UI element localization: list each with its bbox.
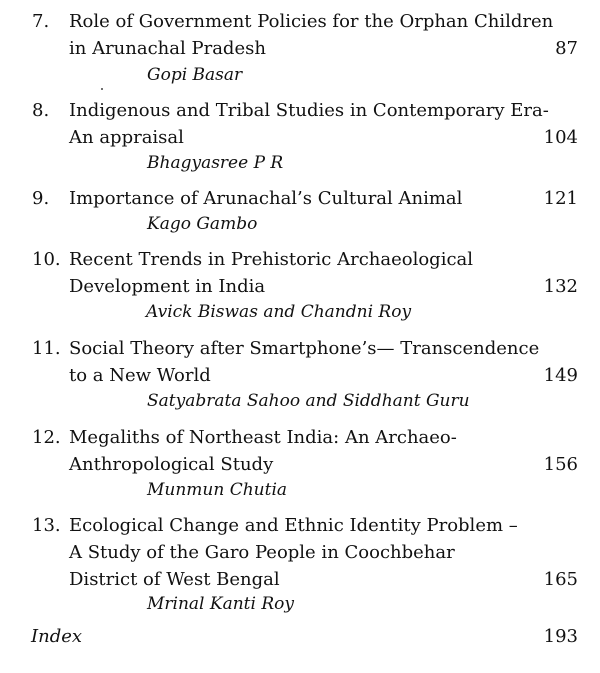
entry-author: Munmun Chutia (147, 480, 288, 500)
entry-title-line: Indigenous and Tribal Studies in Contemporary Era- (69, 100, 549, 121)
entry-author: Avick Biswas and Chandni Roy (146, 302, 412, 322)
index-label: Index (31, 626, 83, 647)
entry-title (69, 424, 529, 478)
entry-number: 9. (32, 188, 50, 209)
entry-title-line: An appraisal (69, 127, 184, 148)
entry-author: Mrinal Kanti Roy (147, 594, 294, 614)
entry-page-number: 165 (543, 569, 578, 590)
entry-title-line: Social Theory after Smartphone’s— Transcendence (69, 338, 540, 359)
entry-page-number: 132 (543, 276, 578, 297)
entry-title-line: Development in India (69, 276, 266, 297)
entry-title-line: to a New World (69, 365, 211, 386)
entry-title (69, 97, 549, 151)
entry-title-line: Role of Government Policies for the Orphan Children (69, 11, 554, 32)
entry-title (69, 512, 529, 593)
entry-title-line: A Study of the Garo People in Coochbehar (69, 542, 455, 563)
entry-title (69, 8, 554, 62)
index-page-number: 193 (543, 626, 578, 647)
entry-number: 13. (32, 515, 61, 536)
entry-title (69, 335, 540, 389)
entry-title-line: District of West Bengal (69, 569, 280, 590)
entry-title (69, 246, 529, 300)
entry-number: 10. (32, 249, 61, 270)
entry-page-number: 104 (543, 127, 578, 148)
entry-number: 11. (32, 338, 61, 359)
entry-number: 8. (32, 100, 50, 121)
entry-page-number: 121 (543, 188, 578, 209)
entry-title-line: in Arunachal Pradesh (69, 38, 266, 59)
entry-title-line: Importance of Arunachal’s Cultural Animal (69, 188, 463, 209)
entry-author: Satyabrata Sahoo and Siddhant Guru (147, 391, 470, 411)
entry-author: Kago Gambo (147, 214, 258, 234)
entry-title-line: Megaliths of Northeast India: An Archaeo- (69, 427, 457, 448)
entry-title-line: Recent Trends in Prehistoric Archaeological (69, 249, 474, 270)
entry-author: Bhagyasree P R (147, 153, 284, 173)
entry-page-number: 149 (543, 365, 578, 386)
entry-page-number: 156 (543, 454, 578, 475)
entry-number: 7. (32, 11, 50, 32)
entry-title (69, 185, 529, 212)
entry-page-number: 87 (555, 38, 578, 59)
entry-title-line: Anthropological Study (69, 454, 274, 475)
entry-number: 12. (32, 427, 61, 448)
entry-title-line: Ecological Change and Ethnic Identity Problem – (69, 515, 518, 536)
entry-author: Gopi Basar (147, 65, 243, 85)
print-speck (101, 88, 103, 90)
